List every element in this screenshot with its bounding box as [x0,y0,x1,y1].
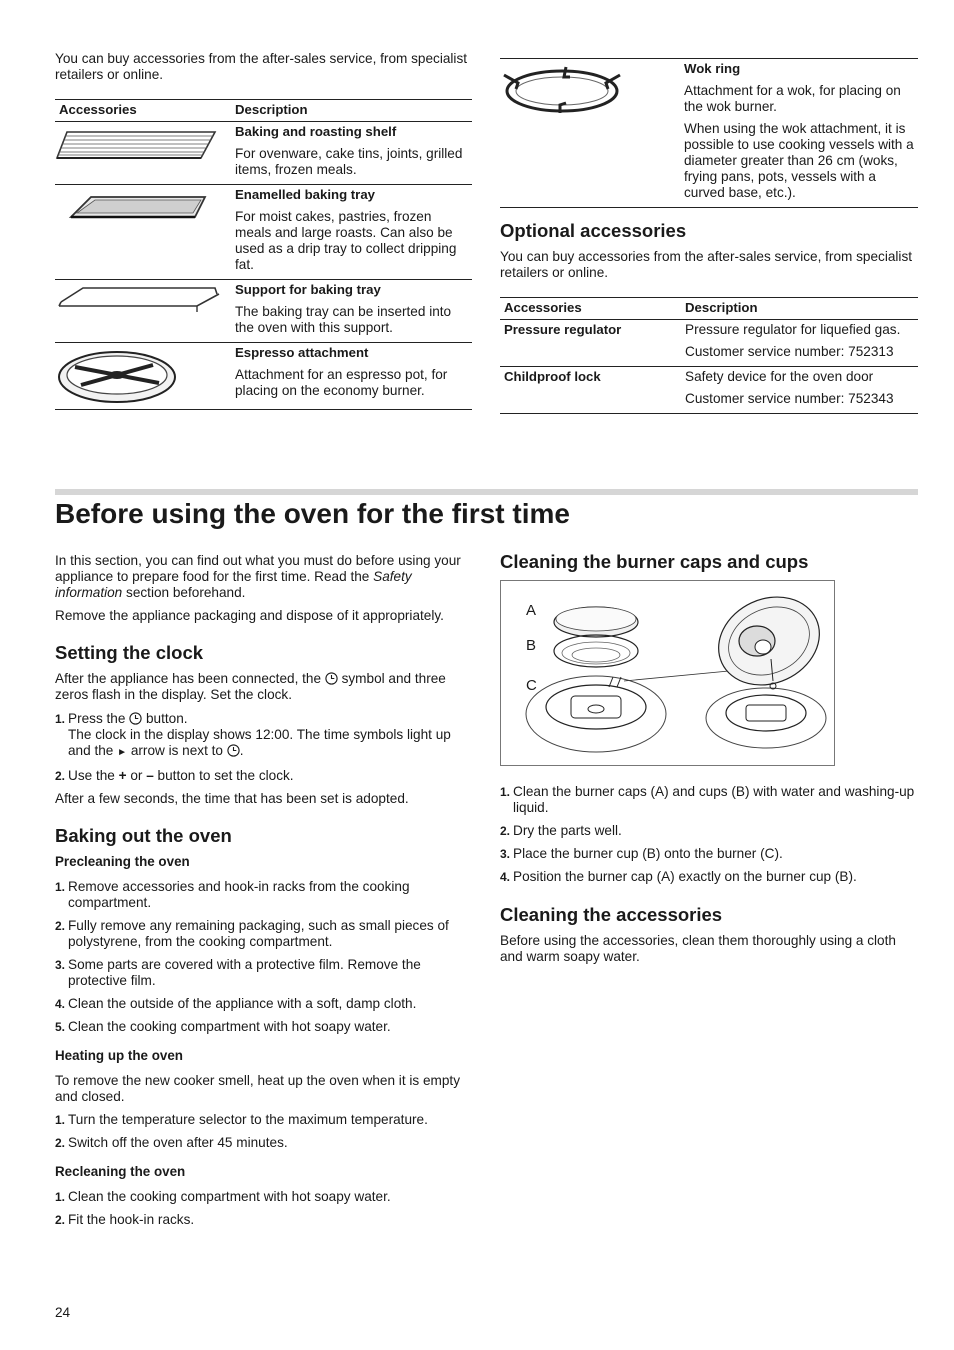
cleaning-accessories-heading: Cleaning the accessories [500,904,723,925]
accessory-description-cell [680,59,918,208]
accessory-description: Attachment for an espresso pot, for placing on the economy burner. [235,367,448,398]
step-number: 2. [55,1213,66,1227]
accessory-image-cell [55,280,231,343]
step-text: Clean the outside of the appliance with a soft, damp cloth. [68,996,417,1011]
first-use-intro [55,553,473,601]
wok-ring-table [500,58,918,208]
column-header-description: Description [681,298,918,320]
accessories-intro: You can buy accessories from the after-sales service, from specialist retailers or online. [55,51,468,82]
list-item [500,869,918,885]
accessory-description: When using the wok attachment, it is possible to use cooking vessels with a diameter greater than 26 cm (woks, frying pans, pots, vessels with a curved base, etc.). [684,121,914,200]
list-item [500,823,918,839]
page-number: 24 [55,1305,71,1320]
clock-icon [227,744,240,757]
packaging-note: Remove the appliance packaging and dispose of it appropriately. [55,608,444,623]
burner-parts-drawing [501,581,834,765]
step-text: Press the [68,711,130,726]
step-text: Clean the burner caps (A) and cups (B) with water and washing-up liquid. [513,784,915,815]
column-header-accessories: Accessories [500,298,681,320]
list-item [55,1019,473,1035]
intro-text: In this section, you can find out what you must do before using your appliance to prepare food for the first time. Read the [55,553,461,584]
recleaning-heading: Recleaning the oven [55,1164,186,1179]
burner-illustration [500,580,835,766]
accessory-name: Baking and roasting shelf [235,124,397,139]
step-text: Turn the temperature selector to the maximum temperature. [68,1112,428,1127]
espresso-attachment-icon [55,345,225,405]
accessory-name: Support for baking tray [235,282,381,297]
table-row [500,367,918,414]
list-item [500,784,918,816]
list-item [55,1135,473,1151]
table-row [55,122,472,185]
list-item [55,879,473,911]
step-text: Position the burner cap (A) exactly on the burner cup (B). [513,869,857,884]
figure-label: A [526,602,537,619]
accessory-image-cell [55,185,231,280]
accessory-name: Espresso attachment [235,345,369,360]
clock-intro [55,671,473,703]
heating-up-intro: To remove the new cooker smell, heat up the oven when it is empty and closed. [55,1073,460,1104]
heating-up-steps [55,1112,473,1151]
clock-intro-text: symbol and three zeros flash in the display. Set the clock. [55,671,446,702]
customer-service-number: Customer service number: 752343 [685,391,894,406]
intro-text: section beforehand. [122,585,246,600]
step-number: 5. [55,1020,66,1034]
step-text: button to set the clock. [153,768,294,783]
accessory-description-cell [231,280,472,343]
clock-after-note: After a few seconds, the time that has been set is adopted. [55,791,409,806]
first-use-left-column [55,553,473,1235]
step-detail: . [239,743,244,758]
step-text: Use the [68,768,119,783]
baking-out-heading: Baking out the oven [55,825,232,846]
optional-accessories-heading: Optional accessories [500,220,687,241]
precleaning-heading: Precleaning the oven [55,854,190,869]
step-text: button. [142,711,188,726]
step-number: 3. [55,958,66,972]
step-text: Fully remove any remaining packaging, such as small pieces of polystyrene, from the cooking compartment. [68,918,449,949]
burner-cleaning-steps [500,784,918,885]
accessory-name: Enamelled baking tray [235,187,375,202]
tray-support-icon [55,282,225,318]
table-row [55,185,472,280]
step-text: Switch off the oven after 45 minutes. [68,1135,288,1150]
wok-ring-icon [500,61,630,117]
accessory-name: Wok ring [684,61,741,76]
list-item [55,1212,473,1228]
wok-and-optional-section [500,58,918,414]
step-number: 3. [500,847,511,861]
accessory-description: The baking tray can be inserted into the oven with this support. [235,304,452,335]
step-number: 1. [55,1113,66,1127]
arrow-right-icon: ► [117,747,128,758]
clock-icon [129,712,142,725]
plus-icon: + [118,768,127,783]
table-row [55,280,472,343]
section-title: Before using the oven for the first time [55,498,570,529]
customer-service-number: Customer service number: 752313 [685,344,894,359]
table-row [500,320,918,367]
step-text: or [126,768,147,783]
table-row [55,343,472,410]
step-text: Place the burner cup (B) onto the burner (C). [513,846,783,861]
optional-accessory-description [681,320,918,367]
accessory-image-cell [55,343,231,410]
list-item [55,1189,473,1205]
list-item [55,1112,473,1128]
step-number: 1. [55,880,66,894]
recleaning-steps [55,1189,473,1228]
step-text: Clean the cooking compartment with hot soapy water. [68,1019,391,1034]
step-number: 2. [55,919,66,933]
accessory-description: For moist cakes, pastries, frozen meals and large roasts. Can also be used as a drip tray to collect dripping fat. [235,209,457,272]
accessory-image-cell [55,122,231,185]
description-line: Safety device for the oven door [685,369,874,384]
step-number: 2. [55,1136,66,1150]
optional-accessories-table [500,297,918,414]
clock-icon [325,672,338,685]
list-item [55,957,473,989]
safety-information-reference: Safety information [55,569,412,600]
description-line: Pressure regulator for liquefied gas. [685,322,901,337]
optional-accessory-name: Childproof lock [500,367,681,414]
step-detail: The clock in the display shows 12:00. The time symbols light up and the [68,727,451,758]
accessory-description-cell [231,122,472,185]
column-header-accessories: Accessories [55,100,231,122]
optional-accessory-description [681,367,918,414]
burner-caps-heading: Cleaning the burner caps and cups [500,551,809,572]
optional-accessories-intro: You can buy accessories from the after-sales service, from specialist retailers or online. [500,249,913,280]
step-text: Remove accessories and hook-in racks from the cooking compartment. [68,879,410,910]
accessories-section [55,51,472,410]
table-row [500,59,918,208]
step-text: Fit the hook-in racks. [68,1212,195,1227]
step-number: 1. [55,1190,66,1204]
list-item [55,996,473,1012]
accessory-description-cell [231,185,472,280]
clock-steps [55,711,473,784]
step-number: 4. [55,997,66,1011]
accessories-table [55,99,472,410]
accessory-image-cell [500,59,680,208]
accessory-description: Attachment for a wok, for placing on the wok burner. [684,83,901,114]
accessory-description: For ovenware, cake tins, joints, grilled items, frozen meals. [235,146,463,177]
list-item [500,846,918,862]
step-number: 1. [500,785,511,799]
list-item: 1. Press the button. The clock in the display shows 12:00. The time symbols light up and the ► arrow is next to . [55,711,451,758]
heating-up-heading: Heating up the oven [55,1048,183,1063]
step-text: Dry the parts well. [513,823,622,838]
list-item [55,918,473,950]
step-text: Some parts are covered with a protective film. Remove the protective film. [68,957,421,988]
optional-accessory-name: Pressure regulator [500,320,681,367]
minus-icon: – [146,768,154,783]
clock-intro-text: After the appliance has been connected, the [55,671,325,686]
baking-tray-icon [55,187,225,227]
column-header-description: Description [231,100,472,122]
step-number: 4. [500,870,511,884]
accessory-description-cell [231,343,472,410]
figure-label: C [526,677,537,694]
step-text: Clean the cooking compartment with hot soapy water. [68,1189,391,1204]
figure-label: B [526,637,537,654]
first-use-right-column [500,551,918,965]
cleaning-accessories-text: Before using the accessories, clean them thoroughly using a cloth and warm soapy water. [500,933,896,964]
baking-shelf-icon [55,124,225,164]
step-detail: arrow is next to [127,743,227,758]
precleaning-steps [55,879,473,1035]
list-item: 2. Use the + or – button to set the clock. [55,768,294,783]
step-number: 2. [500,824,511,838]
setting-clock-heading: Setting the clock [55,642,204,663]
